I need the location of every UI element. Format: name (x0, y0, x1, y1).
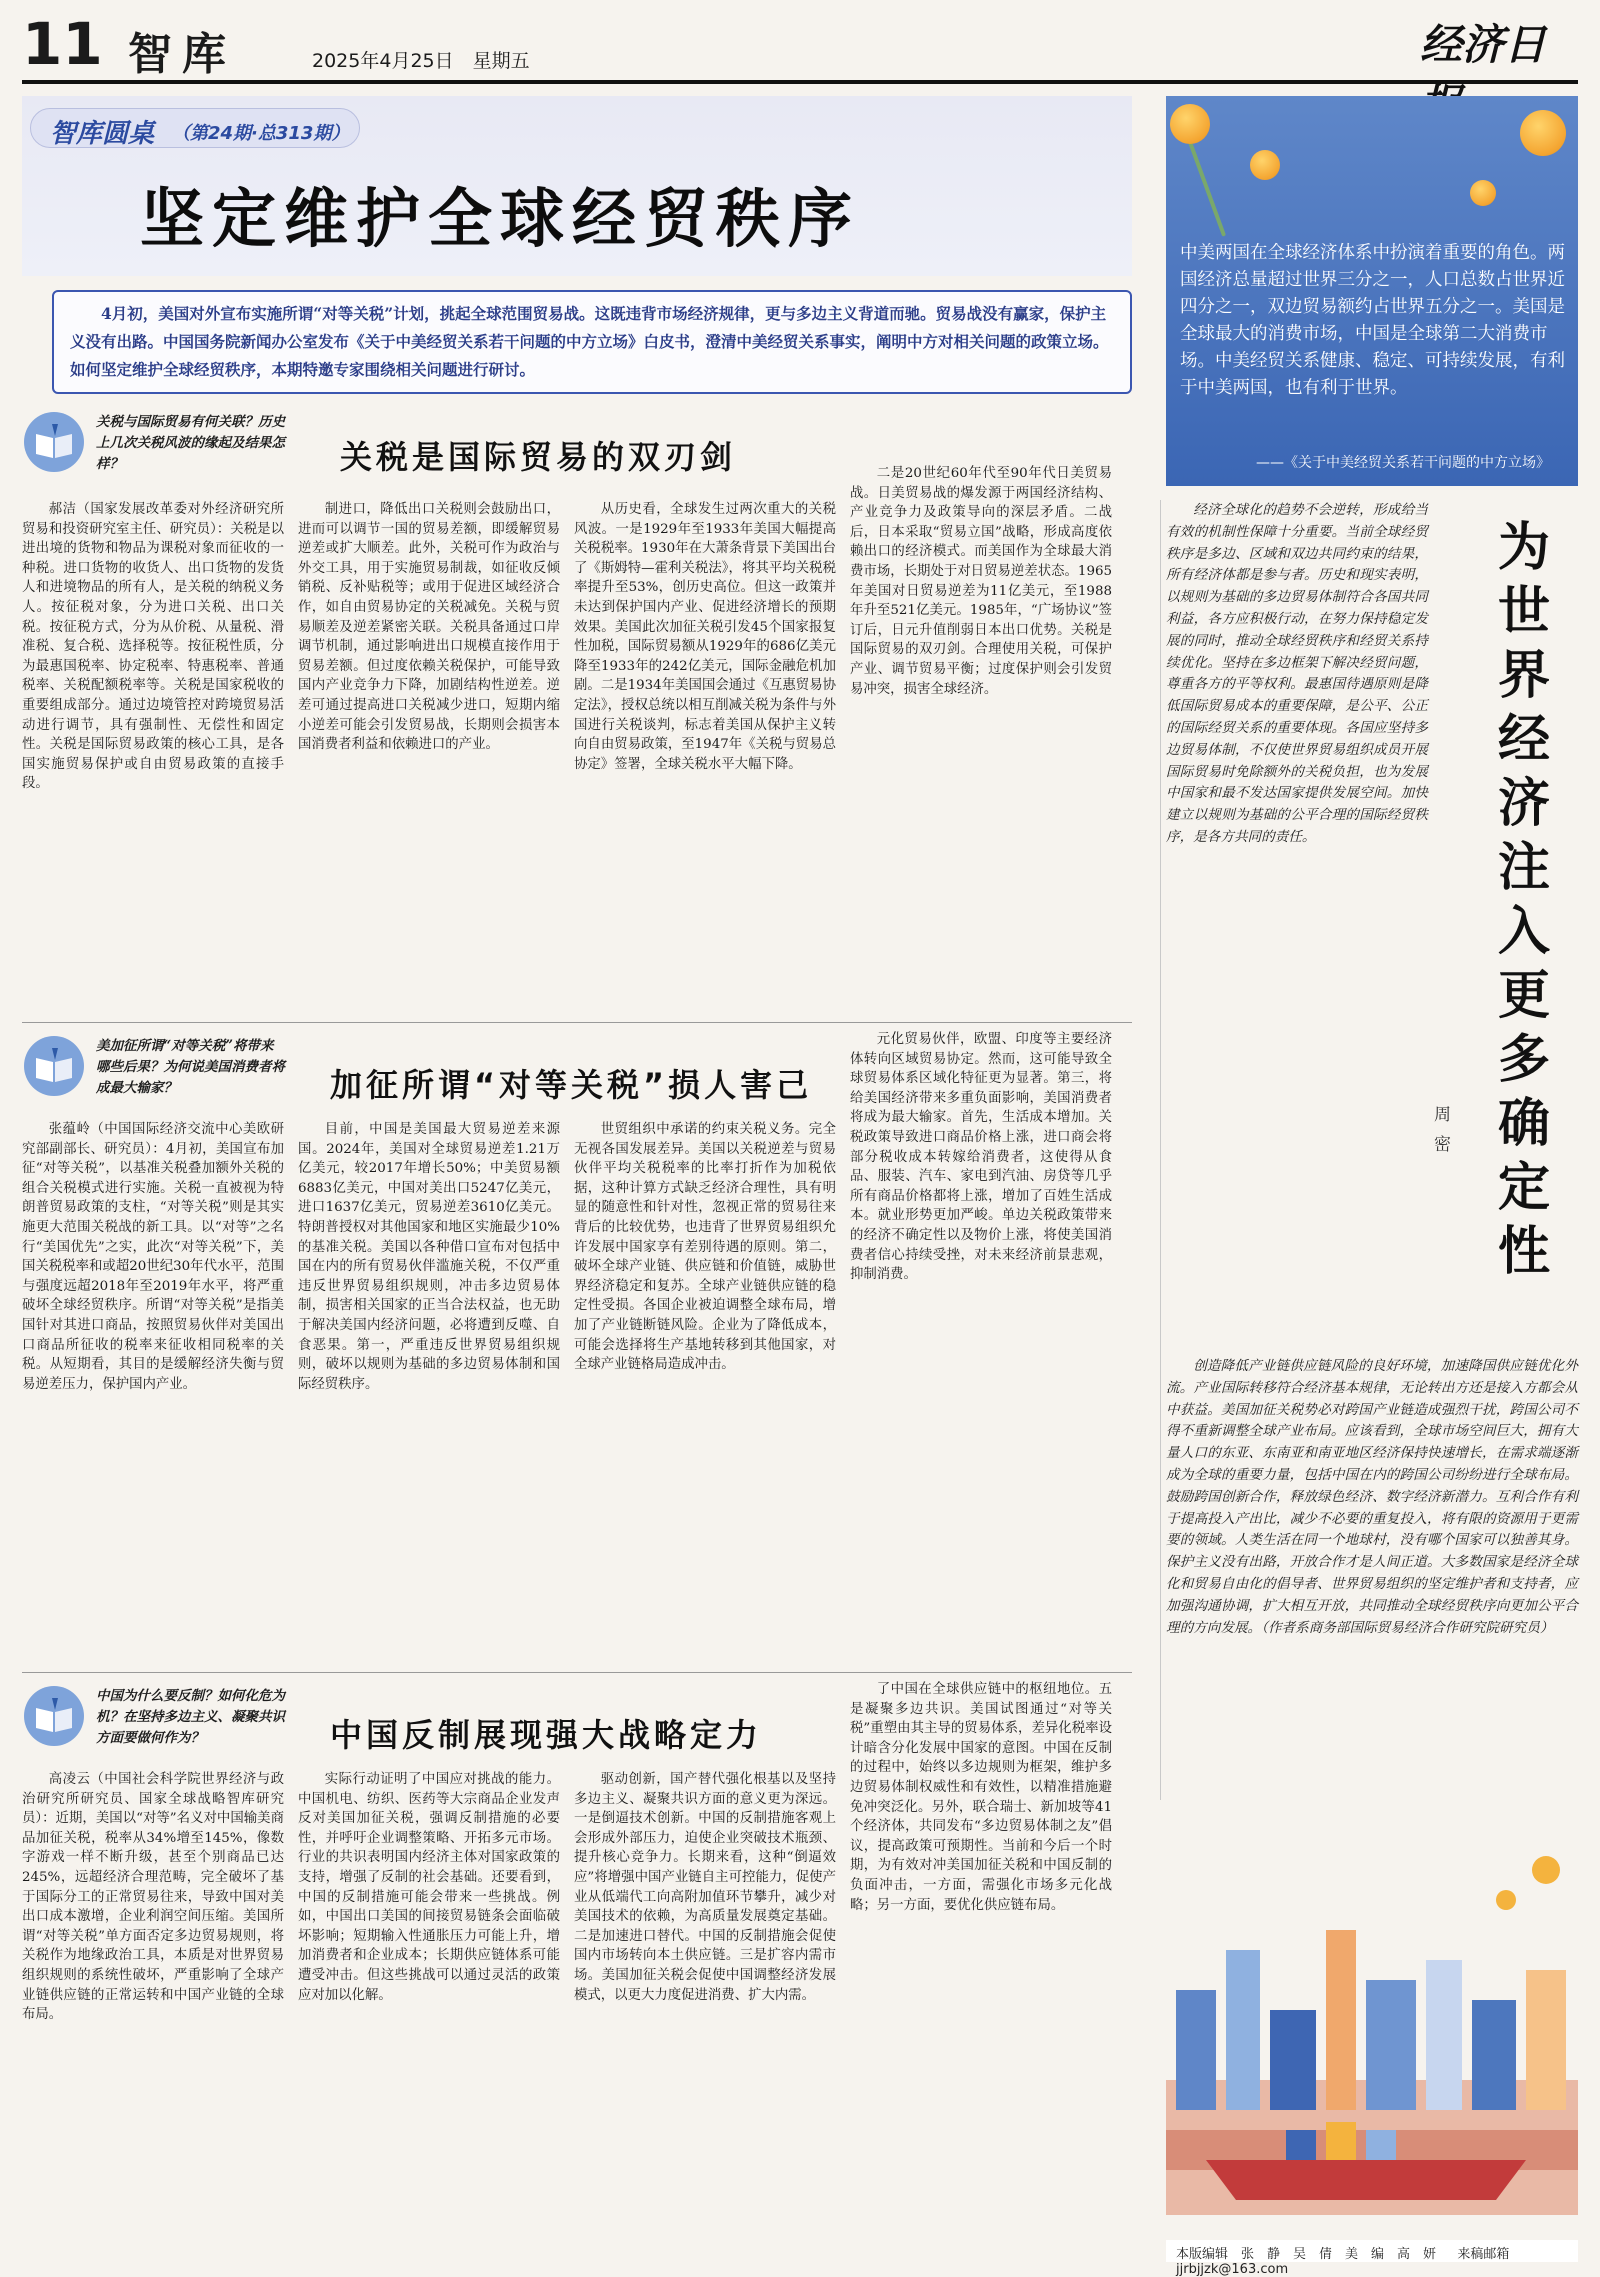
article-title: 关税是国际贸易的双刃剑 (340, 438, 737, 476)
article-question: 中国为什么要反制？如何化危为机？在坚持多边主义、凝聚共识方面要做何作为？ (96, 1688, 285, 1746)
issue-date: 2025年4月25日 星期五 (312, 50, 530, 72)
flower-icon (1520, 110, 1566, 156)
article-question: 关税与国际贸易有何关联？历史上几次关税风波的缘起及结果怎样？ (96, 414, 285, 472)
forum-issue: （第24期·总313期） (172, 123, 350, 144)
forum-name: 智库圆桌 (50, 119, 155, 149)
book-icon (22, 410, 86, 474)
commentary-author: 周密 (1434, 1105, 1451, 1155)
commentary-paragraph: 创造降低产业链供应链风险的良好环境，加速降国供应链优化外流。产业国际转移符合经济基本规律，无论转出方还是接入方都会从中获益。美国加征关税势必对跨国产业链造成强烈干扰，跨国公司不得不重新调整全球产业布局。应该看到，全球市场空间巨大，拥有大量人口的东亚、东南亚和南亚地区经济保持快速增长，在需求端逐渐成为全球的重要力量，包括中国在内的跨国公司纷纷进行全球布局。鼓励跨国创新合作，释放绿色经济、数字经济新潜力。互利合作有利于提高投入产出比，减少不必要的重复投入，将有限的资源用于更需要的领域。人类生活在同一个地球村，没有哪个国家可以独善其身。保护主义没有出路，开放合作才是人间正道。大多数国家是经济全球化和贸易自由化的倡导者、世界贸易组织的坚定维护者和支持者，应加强沟通协调，扩大相互开放，共同推动全球经贸秩序向更加公平合理的方向发展。（作者系商务部国际贸易经济合作研究院研究员） (1166, 1358, 1578, 1636)
article-question: 美加征所谓“对等关税”将带来哪些后果？为何说美国消费者将成最大输家？ (96, 1038, 285, 1096)
article-column: 张蕴岭（中国国际经济交流中心美欧研究部副部长、研究员）：4月初，美国宣布加征“对等关税”，以基准关税叠加额外关税的组合关税模式进行实施。关税一直被视为特朗普贸易政策的支柱，“对等关税”则是其实施更大范围关税战的新工具。以“对等”之名行“美国优先”之实，此次“对等关税”下，美国关税税率和或超20世纪30年代水平，范围与强度远超2018年至2019年水平，将严重破坏全球经贸秩序。所谓“对等关税”是指美国针对其进口商品，按照贸易伙伴对美国出口商品所征收的税率来征收相同税率的关税。从短期看，其目的是缓解经济失衡与贸易逆差压力，保护国内产业。 (22, 1122, 284, 1392)
article-column: 驱动创新，国产替代强化根基以及坚持多边主义、凝聚共识方面的意义更为深远。一是倒逼技术创新。中国的反制措施客观上会形成外部压力，迫使企业突破技术瓶颈、提升核心竞争力。长期来看，这种“倒逼效应”将增强中国产业链自主可控能力，促使产业从低端代工向高附加值环节攀升，减少对美国技术的依赖，为高质量发展奠定基础。二是加速进口替代。中国的反制措施会促使国内市场转向本土供应链。三是扩容内需市场。美国加征关税会促使中国调整经济发展模式，以更大力度促进消费、扩大内需。 (574, 1772, 836, 2003)
newspaper-logo: 经济日 (1420, 20, 1547, 69)
commentary-title: 为世界经济注入更多确定性 (1497, 518, 1550, 1282)
article-column: 实际行动证明了中国应对挑战的能力。中国机电、纺织、医药等大宗商品企业发声反对美国加征关税，强调反制措施的必要性，并呼吁企业调整策略、开拓多元市场。行业的共识表明国内经济主体对国家政策的支持，增强了反制的社会基础。还要看到，中国的反制措施可能会带来一些挑战。例如，中国出口美国的间接贸易链条会面临破坏影响；短期输入性通胀压力可能上升，增加消费者和企业成本；长期供应链体系可能遭受冲击。但这些挑战可以通过灵活的政策应对加以化解。 (298, 1772, 560, 2003)
article-column: 高凌云（中国社会科学院世界经济与政治研究所研究员、国家全球战略智库研究员）：近期，美国以“对等”名义对中国输美商品加征关税，税率从34%增至145%，像数字游戏一样不断升级，甚至个别商品已达245%，远超经济合理范畴，完全破坏了基于国际分工的正常贸易往来，导致中国对美出口成本激增，企业利润空间压缩。美国所谓“对等关税”单方面否定多边贸易规则，将关税作为地缘政治工具，本质是对世界贸易组织规则的系统性破坏，严重影响了全球产业链供应链的正常运转和中国产业链的全球布局。 (22, 1772, 284, 2023)
section-rule (22, 1022, 1132, 1023)
article-column: 从历史看，全球发生过两次重大的关税风波。一是1929年至1933年美国大幅提高关税税率。1930年在大萧条背景下美国出台了《斯姆特—霍利关税法》，将其平均关税税率提升至53%，创历史高位。但这一政策并未达到保护国内产业、促进经济增长的预期效果。美国此次加征关税引发45个国家报复性加税，国际贸易额从1929年的686亿美元降至1933年的242亿美元，国际金融危机加剧。二是1934年美国国会通过《互惠贸易协定法》，授权总统以相互削减关税为条件与外国进行关税谈判，标志着美国从保护主义转向自由贸易政策，至1947年《关税与贸易总协定》签署，全球关税水平大幅下降。 (574, 502, 836, 772)
quote-source: ——《关于中美经贸关系若干问题的中方立场》 (1256, 455, 1550, 471)
book-icon (22, 1684, 86, 1748)
article-column: 了中国在全球供应链中的枢纽地位。五是凝聚多边共识。美国试图通过“对等关税”重塑由其主导的贸易体系，差异化税率设计暗含分化发展中国家的意图。中国在反制的过程中，始终以多边规则为框架，维护多边贸易体制权威性和有效性，以精准措施避免冲突泛化。另外，联合瑞士、新加坡等41个经济体，共同发布“多边贸易体制之友”倡议，提高政策可预期性。当前和今后一个时期，为有效对冲美国加征关税和中国反制的负面冲击，一方面，需强化市场多元化战略；另一方面，要优化供应链布局。 (850, 1682, 1112, 1913)
masthead (0, 0, 1600, 92)
book-icon (22, 1034, 86, 1098)
article-column: 目前，中国是美国最大贸易逆差来源国。2024年，美国对全球贸易逆差1.21万亿美元，较2017年增长50%；中美贸易额6883亿美元，中国对美出口5247亿美元，进口1637亿美元，贸易逆差3610亿美元。特朗普授权对其他国家和地区实施最少10%的基准关税。美国以各种借口宣布对包括中国在内的所有贸易伙伴滥施关税，不仅严重违反世界贸易组织规则，冲击多边贸易体制，损害相关国家的正当合法权益，也无助于解决美国内经济问题，必将遭到反噬、自食恶果。第一，严重违反世界贸易组织规则，破坏以规则为基础的多边贸易体制和国际经贸秩序。 (298, 1122, 560, 1392)
article-column: 制进口，降低出口关税则会鼓励出口，进而可以调节一国的贸易差额，即缓解贸易逆差或扩大顺差。此外，关税可作为政治与外交工具，用于实施贸易制裁，如征收反倾销税、反补贴税等；或用于促进区域经济合作，如自由贸易协定的关税减免。关税与贸易顺差及逆差紧密关联。关税具备通过口岸调节机制，通过影响进出口规模直接作用于贸易差额。但过度依赖关税保护，可能导致国内产业竞争力下降，加剧结构性逆差。逆差可通过提高进口关税减少进口，短期内缩小逆差可能会引发贸易战，长期则会损害本国消费者利益和依赖进口的产业。 (298, 502, 560, 753)
editors-credit: 本版编辑 张 静 吴 倩 美 编 高 妍 (1176, 2247, 1437, 2262)
city-skyline-illustration (1166, 1830, 1578, 2215)
footer-credits (1176, 2243, 1600, 2277)
submission-email: 来稿邮箱 jjrbjjzk@163.com (1176, 2247, 1523, 2277)
commentary-paragraph: 经济全球化的趋势不会逆转，形成给当有效的机制性保障十分重要。当前全球经贸秩序是多边、区域和双边共同约束的结果，所有经济体都是参与者。历史和现实表明，以规则为基础的多边贸易体制符合各国共同利益，各方应积极行动，在努力保持稳定发展的同时，推动全球经贸秩序和经贸关系持续优化。坚持在多边框架下解决经贸问题，尊重各方的平等权利。最惠国待遇原则是降低国际贸易成本的重要保障，是公平、公正的国际经贸关系的重要体现。各国应坚持多边贸易体制，不仅使世界贸易组织成员开展国际贸易时免除额外的关税负担，也为发展中国家和最不发达国家提供发展空间。加快建立以规则为基础的公平合理的国际经贸秩序，是各方共同的责任。 (1166, 502, 1428, 845)
section-name: 智库 (128, 29, 236, 80)
article-title: 中国反制展现强大战略定力 (330, 1716, 763, 1754)
flower-icon (1170, 104, 1210, 144)
column-divider (1160, 500, 1161, 1800)
masthead-rule (22, 80, 1578, 84)
page-number: 11 (22, 10, 103, 78)
article-column: 二是20世纪60年代至90年代日美贸易战。日美贸易战的爆发源于两国经济结构、产业竞争力及政策导向的深层矛盾。二战后，日本采取“贸易立国”战略，形成高度依赖出口的经济模式。而美国作为全球最大消费市场，长期处于对日贸易逆差状态。1965年美国对日贸易逆差为11亿美元，至1988年升至521亿美元。1985年，“广场协议”签订后，日元升值削弱日本出口优势。关税是国际贸易的双刃剑。合理使用关税，可保护产业、调节贸易平衡；过度保护则会引发贸易冲突，损害全球经济。 (850, 466, 1112, 697)
article-column: 世贸组织中承诺的约束关税义务。完全无视各国发展差异。美国以关税逆差与贸易伙伴平均关税税率的比率打折作为加税依据，这种计算方式缺乏经济合理性，具有明显的随意性和针对性，忽视正常的贸易往来背后的比较优势，也违背了世界贸易组织允许发展中国家享有差别待遇的原则。第二，破坏全球产业链、供应链和价值链，威胁世界经济稳定和复苏。全球产业链供应链的稳定性受损。各国企业被迫调整全球布局，增加了产业链断链风险。企业为了降低成本，可能会选择将生产基地转移到其他国家，对全球产业链格局造成冲击。 (574, 1122, 836, 1373)
section-rule (22, 1672, 1132, 1673)
quote-text: 中美两国在全球经济体系中扮演着重要的角色。两国经济总量超过世界三分之一，人口总数占世界近四分之一，双边贸易额约占世界五分之一。美国是全球最大的消费市场，中国是全球第二大消费市场。中美经贸关系健康、稳定、可持续发展，有利于中美两国，也有利于世界。 (1180, 243, 1565, 398)
article-title: 加征所谓“对等关税”损人害己 (330, 1066, 813, 1104)
article-column: 元化贸易伙伴，欧盟、印度等主要经济体转向区域贸易协定。然而，这可能导致全球贸易体系区域化特征更为显著。第三，将给美国经济带来多重负面影响，美国消费者将成为最大输家。首先，生活成本增加。关税政策导致进口商品价格上涨，进口商会将部分税收成本转嫁给消费者，这使得从食品、服装、汽车、家电到汽油、房贷等几乎所有商品价格都将上涨，增加了百姓生活成本。就业形势更加严峻。单边关税政策带来的经济不确定性以及物价上涨，将使美国消费者信心持续受挫，对未来经济前景悲观，抑制消费。 (850, 1032, 1112, 1283)
lead-paragraph: 4月初，美国对外宣布实施所谓“对等关税”计划，挑起全球范围贸易战。这既违背市场经济规律，更与多边主义背道而驰。贸易战没有赢家，保护主义没有出路。中国国务院新闻办公室发布《关于中美经贸关系若干问题的中方立场》白皮书，澄清中美经贸关系事实，阐明中方对相关问题的政策立场。如何坚定维护全球经贸秩序，本期特邀专家围绕相关问题进行研讨。 (70, 304, 1109, 379)
article-column: 郝洁（国家发展改革委对外经济研究所贸易和投资研究室主任、研究员）：关税是以进出境的货物和物品为课税对象而征收的一种税。进口货物的收货人、出口货物的发货人和进境物品的所有人，是关税的纳税义务人。按征税对象，分为进口关税、出口关税。按征税方式，分为从价税、从量税、滑准税、复合税、选择税等。按征税性质，分为最惠国税率、协定税率、特惠税率、普通税率、关税配额税率等。关税是国家税收的重要组成部分。通过边境管控对跨境贸易活动进行调节，具有强制性、无偿性和固定性。关税是国际贸易政策的核心工具，是各国实施贸易保护或自由贸易政策的直接手段。 (22, 502, 284, 792)
flower-icon (1470, 180, 1496, 206)
flower-icon (1250, 150, 1280, 180)
main-headline: 坚定维护全球经贸秩序 (140, 183, 860, 257)
